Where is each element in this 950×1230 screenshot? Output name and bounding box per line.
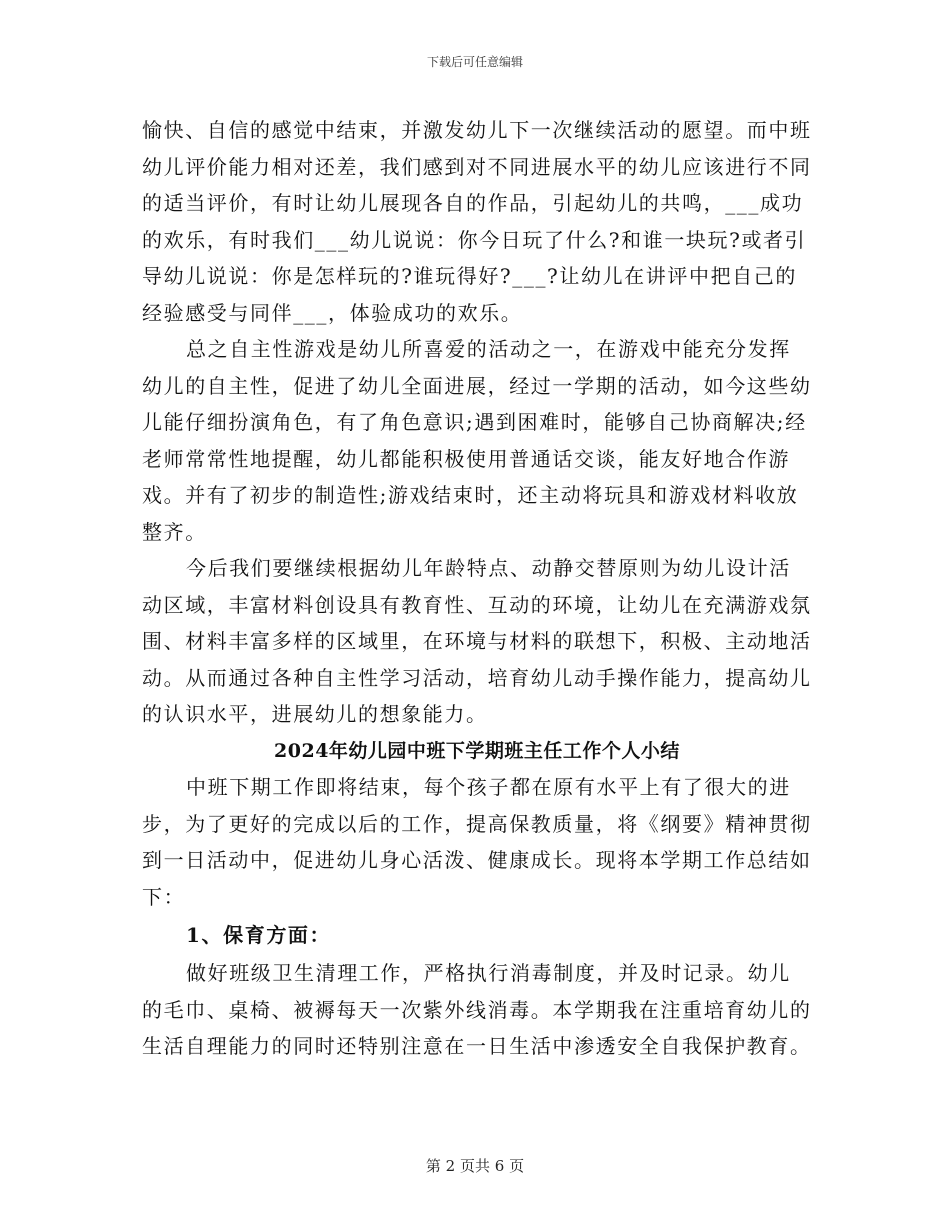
paragraph-future-plan: 今后我们要继续根据幼儿年龄特点、动静交替原则为幼儿设计活动区域，丰富材料创设具有教育性、互动的环境，让幼儿在充满游戏氛围、材料丰富多样的区域里，在环境与材料的联想下，积极、主动地活动。从而通过各种自主性学习活动，培育幼儿动手操作能力，提高幼儿的认识水平，进展幼儿的想象能力。 — [142, 556, 812, 726]
paragraph-activity-evaluation: 愉快、自信的感觉中结束，并激发幼儿下一次继续活动的愿望。而中班幼儿评价能力相对还差，我们感到对不同进展水平的幼儿应该进行不同的适当评价，有时让幼儿展现各自的作品，引起幼儿的共鸣，___成功的欢乐，有时我们___幼儿说说：你今日玩了什么?和谁一块玩?或者引导幼儿说说：你是怎样玩的?谁玩得好?___?让幼儿在讲评中把自己的经验感受与同伴___，体验成功的欢乐。 — [142, 118, 812, 325]
subsection-heading-care: 1、保育方面： — [186, 923, 332, 947]
page-number: 第 2 页共 6 页 — [425, 1157, 525, 1175]
page-header-note: 下载后可任意编辑 — [426, 55, 523, 69]
paragraph-summary: 总之自主性游戏是幼儿所喜爱的活动之一，在游戏中能充分发挥幼儿的自主性，促进了幼儿全面进展，经过一学期的活动，如今这些幼儿能仔细扮演角色，有了角色意识;遇到困难时，能够自己协商解决;经老师常常性地提醒，幼儿都能积极使用普通话交谈，能友好地合作游戏。并有了初步的制造性;游戏结束时，还主动将玩具和游戏材料收放整齐。 — [142, 337, 812, 544]
section-title: 2024年幼儿园中班下学期班主任工作个人小结 — [274, 739, 680, 762]
subsection-body-care: 做好班级卫生清理工作，严格执行消毒制度，并及时记录。幼儿的毛巾、桌椅、被褥每天一次紫外线消毒。本学期我在注重培育幼儿的生活自理能力的同时还特别注意在一日生活中渗透安全自我保护教育。 — [142, 961, 812, 1058]
document-body — [142, 112, 812, 1065]
section-intro: 中班下期工作即将结束，每个孩子都在原有水平上有了很大的进步，为了更好的完成以后的工作，提高保教质量，将《纲要》精神贯彻到一日活动中，促进幼儿身心活泼、健康成长。现将本学期工作总结如下： — [142, 775, 812, 909]
